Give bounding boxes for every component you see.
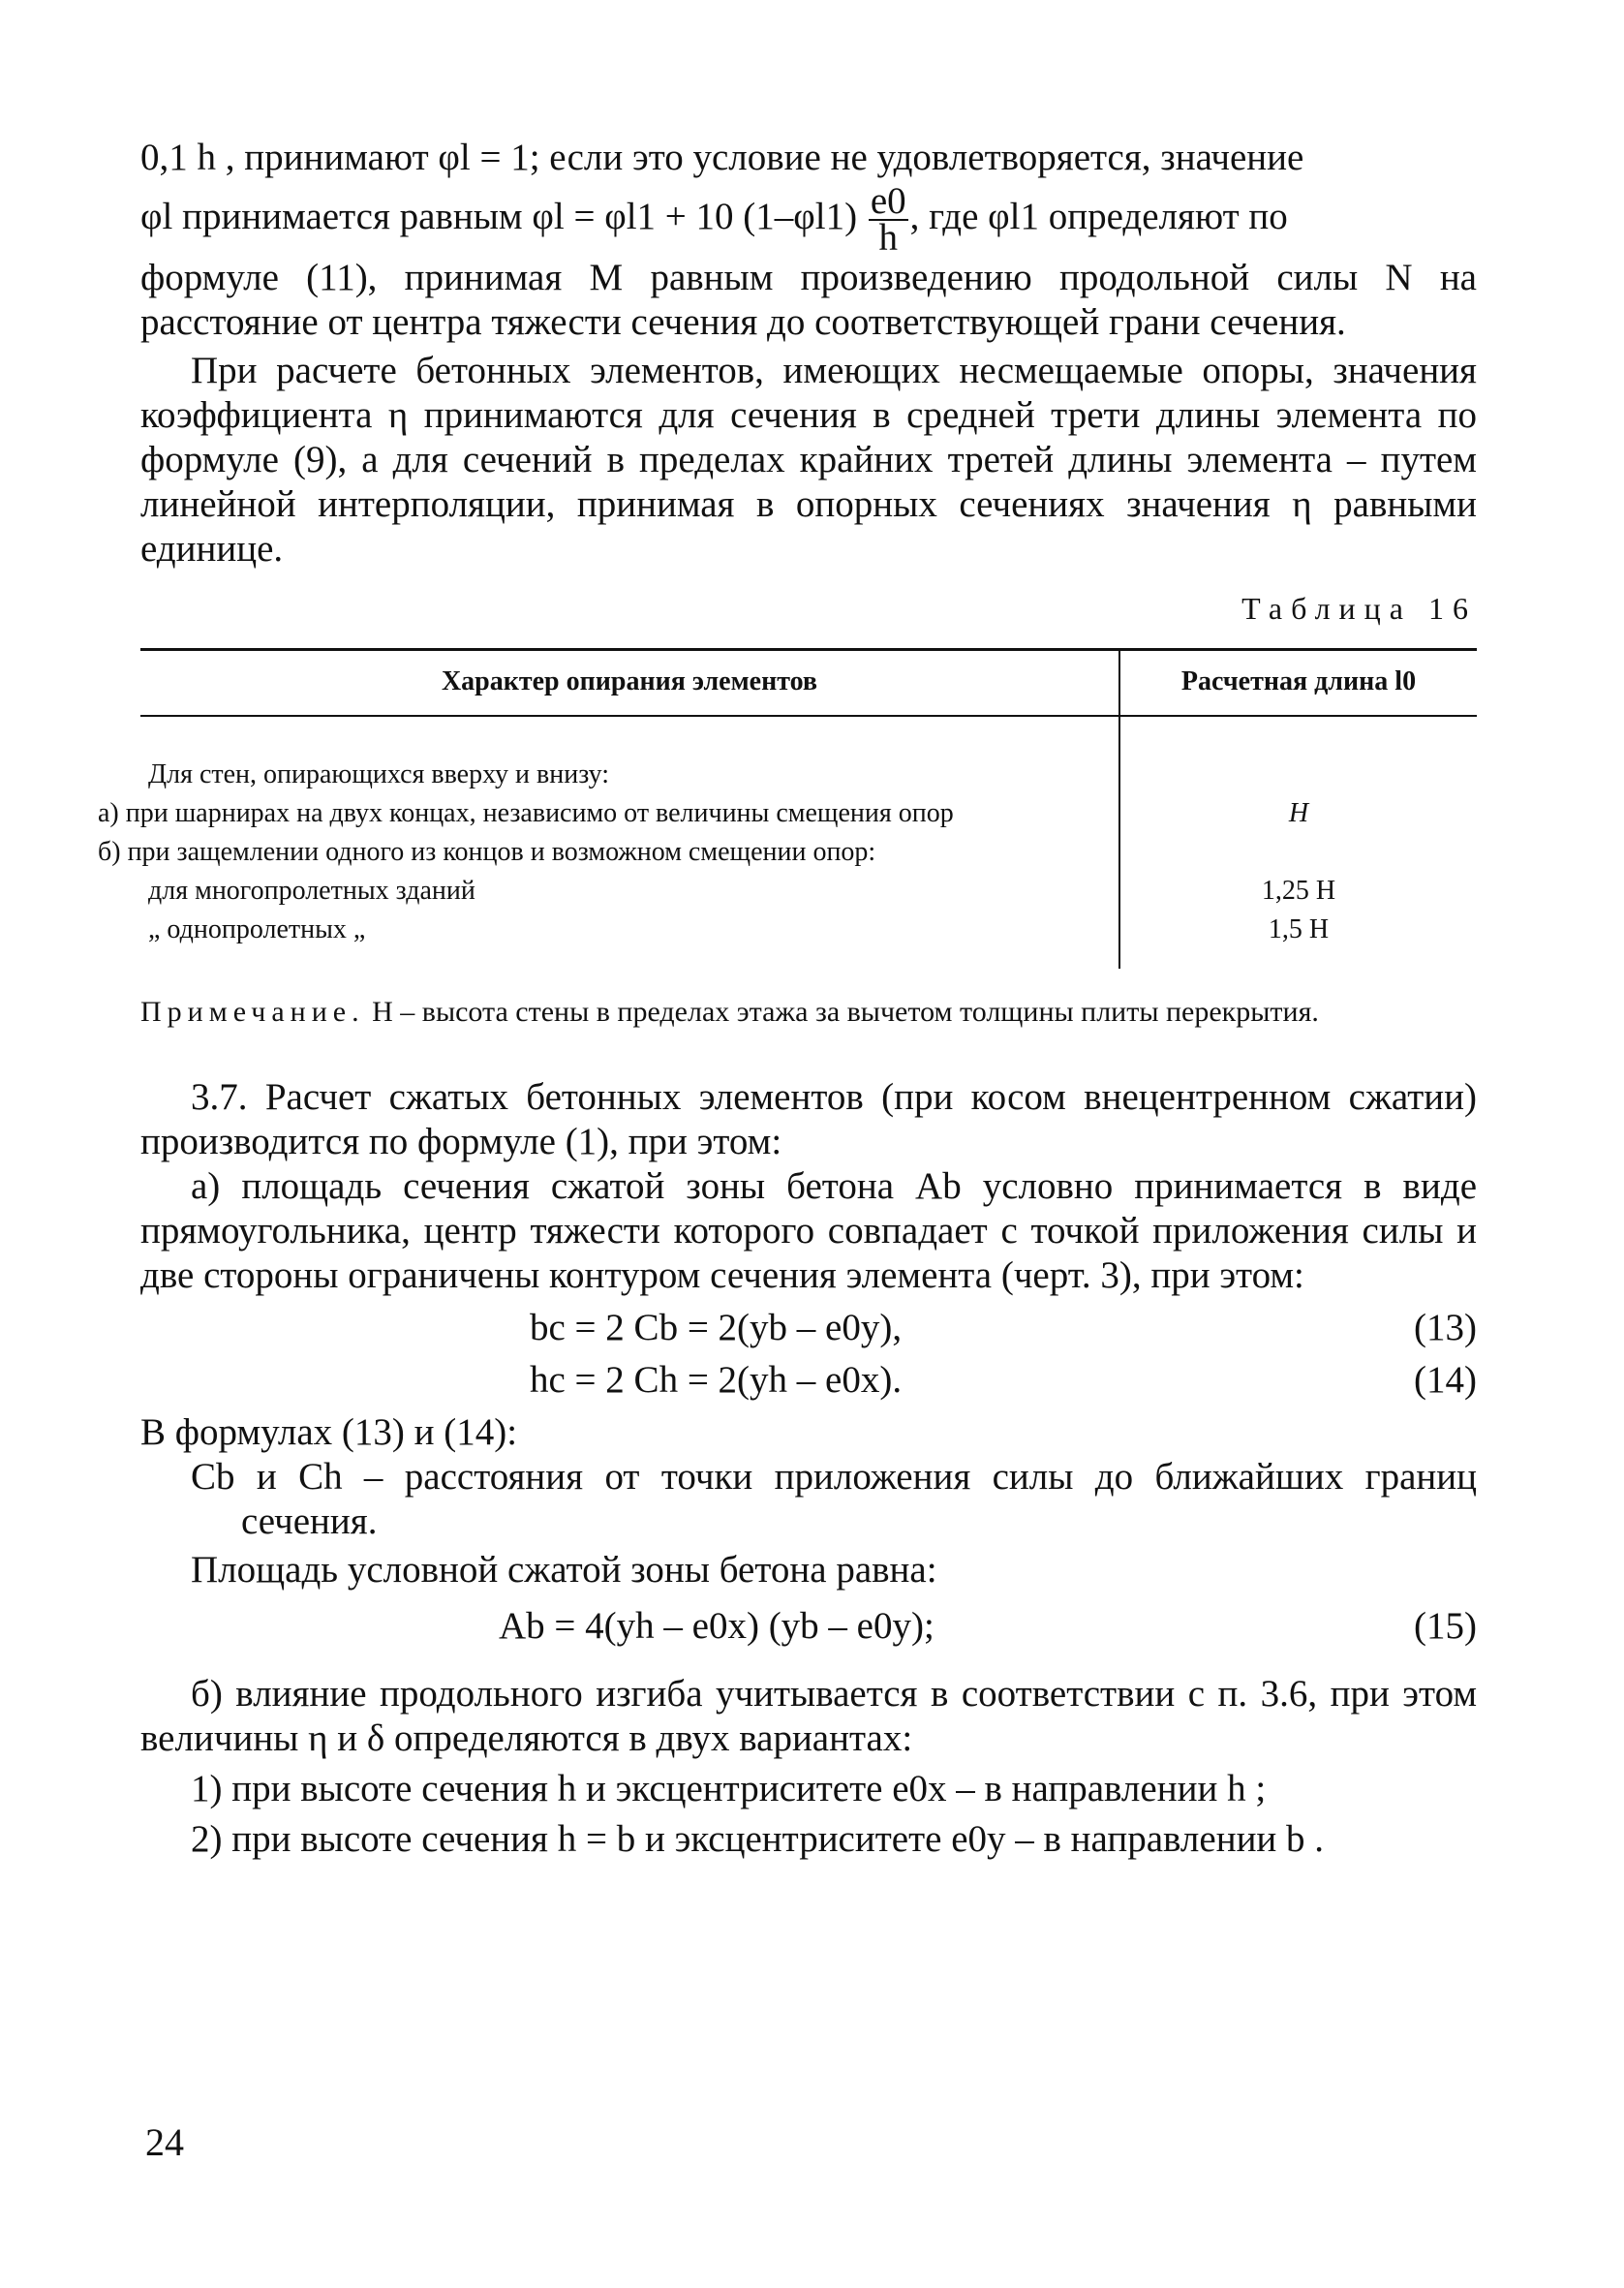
fraction-e0-over-h: [869, 180, 908, 259]
paragraph-formulas-ref: В формулах (13) и (14):: [140, 1411, 518, 1453]
paragraph-definitions: Cb и Ch – расстояния от точки приложения силы до ближайших границ сечения.: [191, 1456, 1477, 1542]
table-header-support-type: Характер опирания элементов: [140, 650, 1119, 717]
paragraph-1-line-2: [140, 180, 1477, 259]
note-label: Примечание.: [140, 996, 365, 1028]
fraction-numerator: e0: [870, 180, 906, 222]
paragraph-1-line-1: 0,1 h , принимают φl = 1; если это условие не удовлетворяется, значение: [140, 137, 1304, 178]
formula-14-number: (14): [1414, 1359, 1477, 1401]
list-item-1: 1) при высоте сечения h и эксцентриситете e0x – в направлении h ;: [191, 1768, 1267, 1809]
note-text: H – высота стены в пределах этажа за вычетом толщины плиты перекрытия.: [372, 996, 1319, 1028]
paragraph-a: а) площадь сечения сжатой зоны бетона Ab условно принимается в виде прямоугольника, центр тяжести которого совпадает с точкой приложения силы и две стороны ограничены контуром сечения элемента (черт. 3), при этом:: [140, 1165, 1477, 1296]
formula-14-expression: hc = 2 Ch = 2(yh – e0x).: [530, 1359, 903, 1401]
formula-14: [140, 1354, 1477, 1407]
table-row-value: 1,5 H: [1268, 914, 1330, 944]
table-row-value: [1119, 833, 1477, 872]
paragraph-2: При расчете бетонных элементов, имеющих несмещаемые опоры, значения коэффициента η принимаются для сечения в средней трети длины элемента по формуле (9), а для сечений в пределах крайних третей длины элемента – путем линейной интерполяции, принимая в опорных сечениях значения η равными единице.: [140, 350, 1477, 570]
formula-15: [140, 1600, 1477, 1653]
table-16: [98, 648, 1477, 969]
table-row-text: а) при шарнирах на двух концах, независимо от величины смещения опор: [140, 794, 1119, 833]
table-note: [140, 994, 1477, 1031]
page-number: 24: [145, 2120, 184, 2164]
table-row-value: H: [1288, 798, 1309, 828]
table-row-text: для многопролетных зданий: [140, 872, 1119, 911]
paragraph-area: Площадь условной сжатой зоны бетона равна:: [191, 1549, 937, 1591]
formula-13: [140, 1302, 1477, 1354]
formula-13-number: (13): [1414, 1307, 1477, 1348]
paragraph-3-7: 3.7. Расчет сжатых бетонных элементов (при косом внецентренном сжатии) производится по формуле (1), при этом:: [140, 1076, 1477, 1162]
paragraph-1-formula-lead: φl принимается равным φl = φl1 + 10 (1–φl1): [140, 195, 858, 237]
table-row-text: „ однопролетных „: [140, 911, 1119, 969]
table-header-design-length: Расчетная длина l0: [1119, 650, 1477, 717]
table-caption: Таблица 16: [1241, 591, 1477, 626]
paragraph-1-line-3: формуле (11), принимая M равным произведению продольной силы N на расстояние от центра тяжести сечения до соответствующей грани сечения.: [140, 257, 1477, 343]
paragraph-1-formula-tail: , где φl1 определяют по: [909, 195, 1288, 237]
table-row-value: 1,25 H: [1261, 876, 1336, 906]
formula-15-expression: Ab = 4(yh – e0x) (yb – e0y);: [499, 1605, 935, 1647]
page-body: [98, 136, 1477, 1862]
table-row-text: Для стен, опирающихся вверху и внизу:: [140, 756, 1119, 794]
formula-13-expression: bc = 2 Cb = 2(yb – e0y),: [530, 1307, 903, 1348]
list-item-2: 2) при высоте сечения h = b и эксцентриситете e0y – в направлении b .: [191, 1818, 1325, 1860]
formula-15-number: (15): [1414, 1605, 1477, 1647]
table-row-value: [1119, 756, 1477, 794]
fraction-denominator: h: [878, 217, 899, 259]
paragraph-b: б) влияние продольного изгиба учитывается в соответствии с п. 3.6, при этом величины η и δ определяются в двух вариантах:: [140, 1673, 1477, 1759]
table-row-text: б) при защемлении одного из концов и возможном смещении опор:: [140, 833, 1119, 872]
